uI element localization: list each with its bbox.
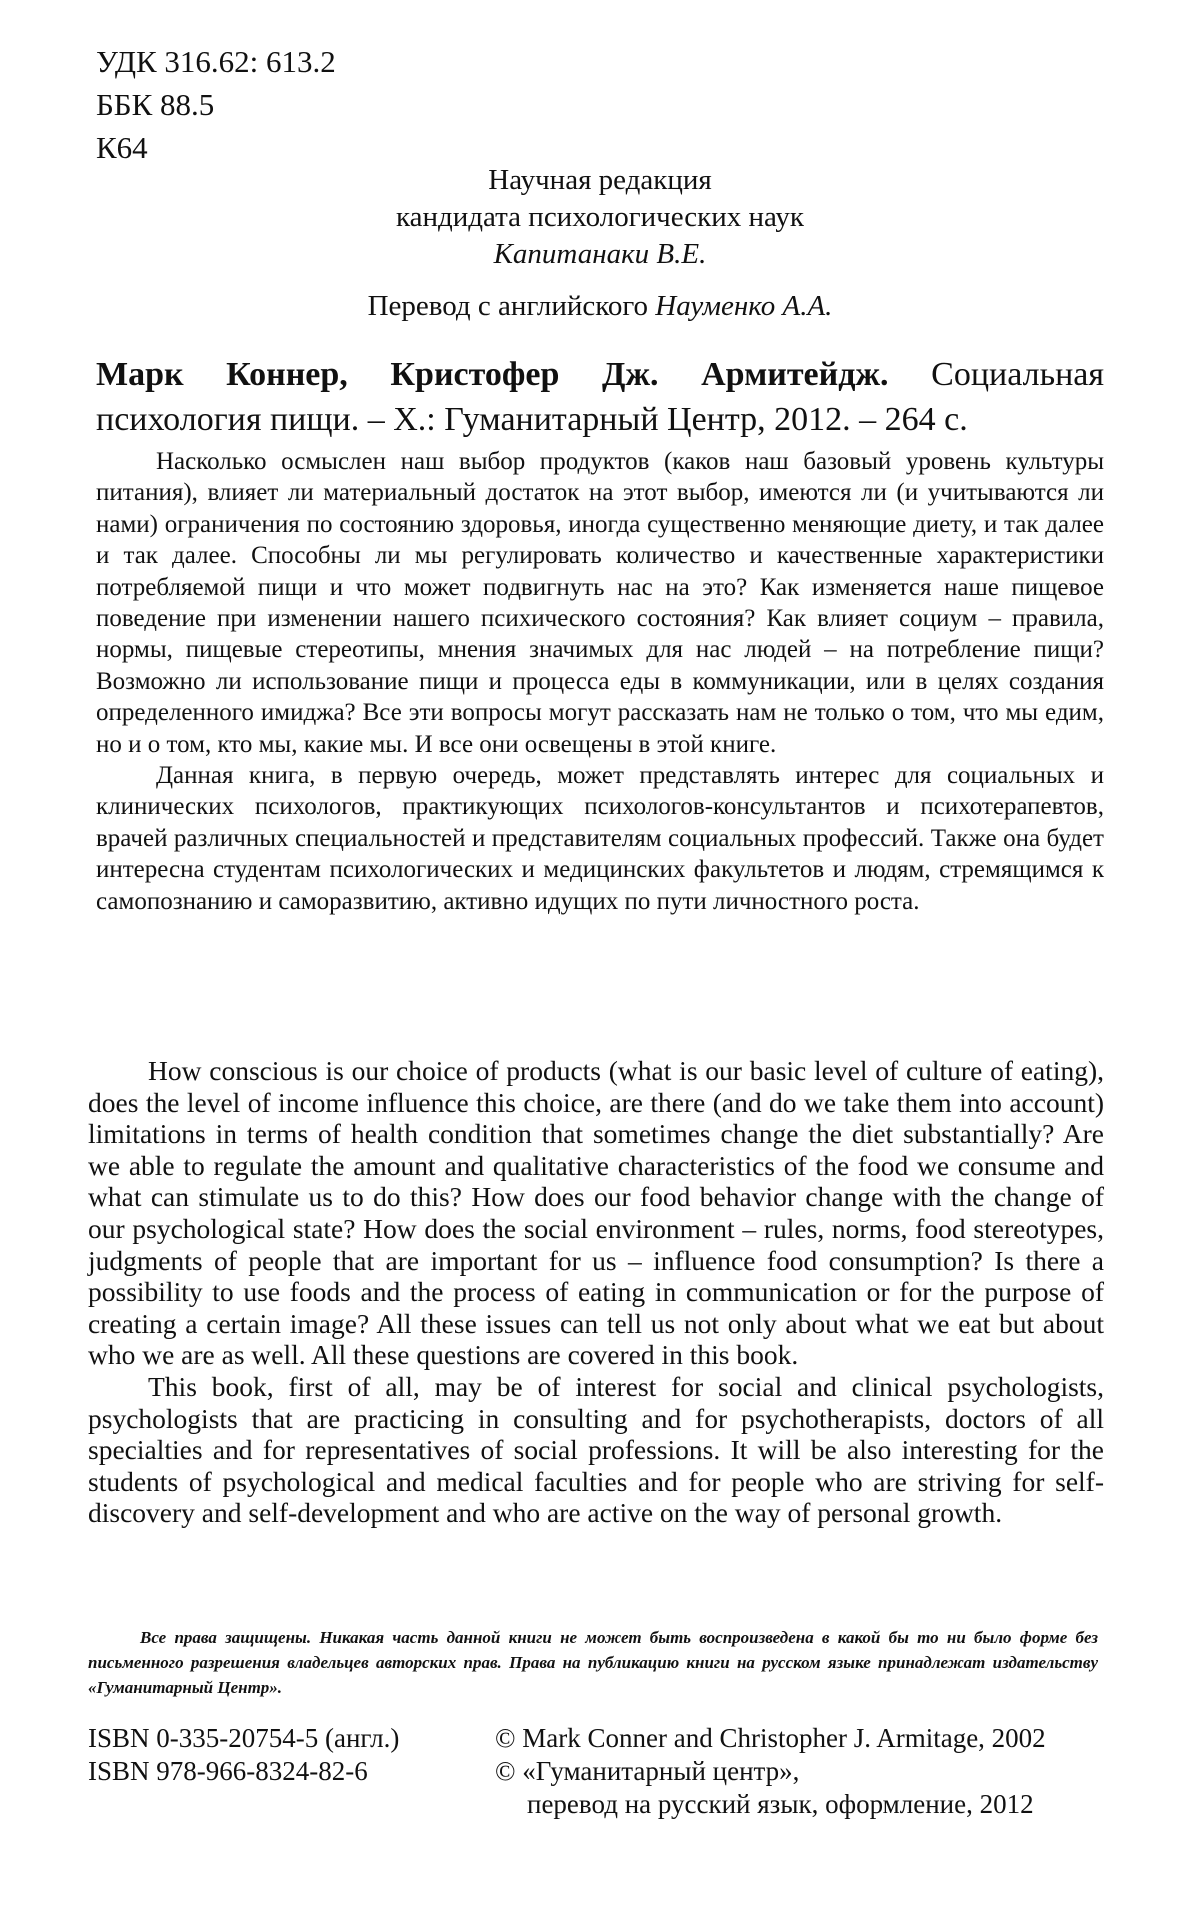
udk-code: УДК 316.62: 613.2 bbox=[96, 44, 336, 79]
copyright-authors: © Mark Conner and Christopher J. Armitage, 2002 bbox=[495, 1723, 1046, 1753]
translation-prefix: Перевод с английского bbox=[367, 290, 649, 322]
rights-notice: Все права защищены. Никакая часть данной книги не может быть воспроизведена в какой бы то ни было форме без письменного разрешения владельцев авторских прав. Права на публикацию книги на русском языке принадлежат издательству «Гуманитарный Центр». bbox=[88, 1628, 1098, 1697]
isbn-english: ISBN 0-335-20754-5 (англ.) bbox=[88, 1723, 400, 1753]
scientific-editing-block bbox=[330, 162, 870, 273]
annotation-russian bbox=[96, 446, 1104, 917]
copyright-block bbox=[495, 1722, 1046, 1821]
annotation-en-paragraph: How conscious is our choice of products (what is our basic level of culture of eating), does the level of income influence this choice, are there (and do we take them into account) limitations in terms of health condition that sometimes change the diet substantially? Are we able to regulate the amount and qualitative characteristics of the food we consume and what can stimulate us to do this? How does our food behavior change with the change of our psychological state? How does the social environment – rules, norms, food stereotypes, judgments of people that are important for us – influence food consumption? Is there a possibility to use foods and the process of eating in communication or for the purpose of creating a certain image? All these issues can tell us not only about what we eat but about who we are as well. All these questions are covered in this book. bbox=[88, 1055, 1104, 1371]
bbk-code: ББК 88.5 bbox=[96, 87, 215, 122]
annotation-en-paragraph: This book, first of all, may be of interest for social and clinical psychologists, psychologists that are practicing in consulting and for psychotherapists, doctors of all specialties and for representatives of social professions. It will be also interesting for the students of psychological and medical faculties and for people who are striving for self-discovery and self-development and who are active on the way of personal growth. bbox=[88, 1370, 1104, 1529]
editor-degree: кандидата психологических наук bbox=[395, 201, 805, 233]
translator-name: Науменко А.А. bbox=[655, 290, 833, 322]
copyright-publisher: © «Гуманитарный центр», bbox=[495, 1756, 800, 1786]
annotation-ru-paragraph: Данная книга, в первую очередь, может представлять интерес для социальных и клинических психологов, практикующих психологов-консультантов и психотерапевтов, врачей различных специальностей и представителям социальных профессий. Также она будет интересна студентам психологических и медицинских факультетов и людям, стремящимся к самопознанию и саморазвитию, активно идущих по пути личностного роста. bbox=[96, 762, 1104, 915]
annotation-ru-paragraph: Насколько осмыслен наш выбор продуктов (каков наш базовый уровень культуры питания), влияет ли материальный достаток на этот выбор, имеются ли (и учитываются ли нами) ограничения по состоянию здоровья, иногда существенно меняющие диету, и так далее и так далее. Способны ли мы регулировать количество и качественные характеристики потребляемой пищи и что может подвигнуть нас на это? Как изменяется наше пищевое поведение при изменении нашего психического состояния? Как влияет социум – правила, нормы, пищевые стереотипы, мнения значимых для нас людей – на потребление пищи? Возможно ли использование пищи и процесса еды в коммуникации, или в целях создания определенного имиджа? Все эти вопросы могут рассказать нам не только о том, что мы едим, но и о том, кто мы, какие мы. И все они освещены в этой книге. bbox=[96, 448, 1104, 758]
author-mark: К64 bbox=[96, 130, 148, 165]
annotation-english bbox=[88, 1055, 1104, 1529]
translation-credit bbox=[300, 288, 900, 325]
copyright-translation: перевод на русский язык, оформление, 2012 bbox=[527, 1789, 1034, 1819]
book-authors: Марк Коннер, Кристофер Дж. Армитейдж. bbox=[96, 356, 889, 393]
classification-block bbox=[96, 40, 336, 169]
isbn-block bbox=[88, 1722, 399, 1788]
isbn-russian: ISBN 978-966-8324-82-6 bbox=[88, 1756, 368, 1786]
editing-heading: Научная редакция bbox=[488, 164, 712, 196]
bibliographic-description bbox=[96, 352, 1104, 442]
editor-name: Капитанаки В.Е. bbox=[493, 238, 707, 270]
book-title-imprint: Социальная психология пищи. – Х.: Гуманитарный Центр, 2012. – 264 с. bbox=[96, 356, 1105, 438]
